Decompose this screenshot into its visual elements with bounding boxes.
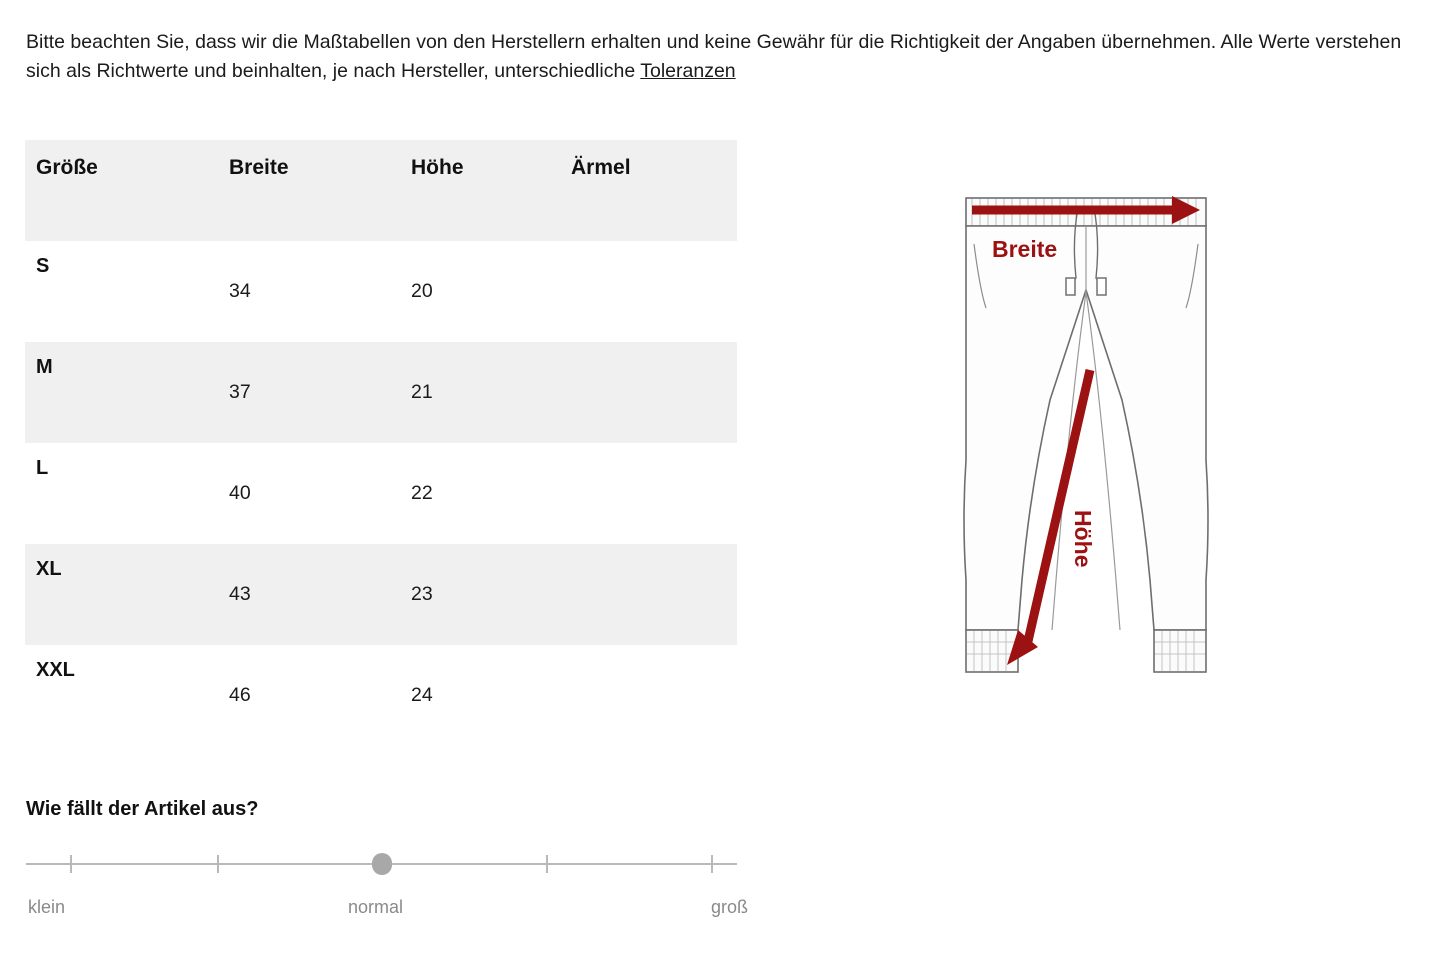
slider-tick (546, 855, 548, 873)
table-row (25, 443, 737, 544)
slider-tick (70, 855, 72, 873)
slider-knob[interactable] (372, 853, 392, 875)
size-table-header (25, 140, 737, 241)
cell-sleeve (560, 443, 737, 544)
cell-size: L (36, 457, 49, 479)
slider-label-small: klein (28, 897, 66, 917)
slider-tick (217, 855, 219, 873)
cell-height: 21 (411, 381, 433, 403)
fit-section (26, 798, 749, 923)
column-header-width: Breite (229, 156, 289, 179)
cell-size: XXL (36, 659, 75, 681)
slider-label-large: groß (711, 897, 749, 917)
garment-illustration (900, 160, 1280, 700)
cell-sleeve (560, 645, 737, 746)
label-height: Höhe (1070, 510, 1096, 568)
cell-sleeve (560, 241, 737, 342)
disclaimer-text (26, 28, 1406, 87)
cell-height: 24 (411, 684, 433, 706)
column-header-size: Größe (36, 156, 98, 179)
table-row (25, 645, 737, 746)
table-row (25, 342, 737, 443)
slider-tick (711, 855, 713, 873)
cell-size: XL (36, 558, 62, 580)
cell-width: 46 (229, 684, 251, 706)
size-table-body (25, 241, 737, 746)
fit-slider[interactable] (26, 851, 737, 877)
cell-width: 40 (229, 482, 251, 504)
slider-label-normal: normal (348, 897, 404, 917)
tolerances-link[interactable]: Toleranzen (640, 60, 736, 83)
cell-width: 37 (229, 381, 251, 403)
fit-question: Wie fällt der Artikel aus? (26, 798, 259, 820)
table-row (25, 241, 737, 342)
cell-size: S (36, 255, 50, 277)
column-header-height: Höhe (411, 156, 464, 179)
cell-size: M (36, 356, 53, 378)
column-header-sleeve: Ärmel (571, 156, 631, 179)
cell-width: 43 (229, 583, 251, 605)
label-width: Breite (992, 236, 1058, 262)
table-row (25, 544, 737, 645)
cell-height: 22 (411, 482, 433, 504)
table-header-row (25, 140, 737, 241)
cell-width: 34 (229, 280, 251, 302)
size-table (25, 140, 737, 746)
disclaimer-body: Bitte beachten Sie, dass wir die Maßtabellen von den Herstellern erhalten und keine Gewähr für die Richtigkeit der Angaben übernehmen. Alle Werte verstehen sich als Richtwerte und beinhalten, je nach Hersteller, unterschiedliche (26, 30, 1402, 83)
cell-sleeve (560, 544, 737, 645)
cell-height: 20 (411, 280, 433, 302)
cell-sleeve (560, 342, 737, 443)
slider-labels (26, 897, 749, 923)
cell-height: 23 (411, 583, 433, 605)
